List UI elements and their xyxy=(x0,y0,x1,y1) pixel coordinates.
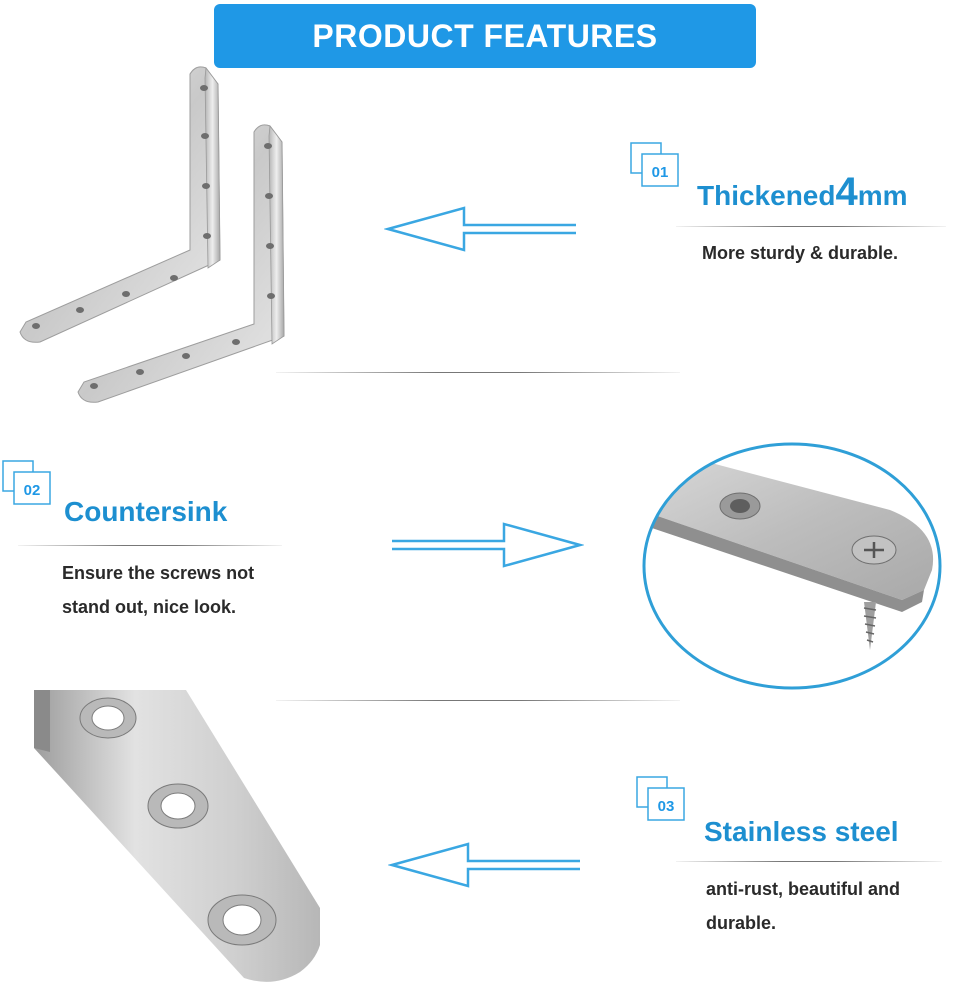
feature-03-number: 03 xyxy=(657,798,675,815)
feature-02-number: 02 xyxy=(23,482,41,499)
feature-03-desc-line1: anti-rust, beautiful and xyxy=(706,879,901,899)
feature-03-divider xyxy=(676,861,942,862)
section-divider-1 xyxy=(276,372,680,373)
countersink-closeup-illustration xyxy=(640,440,946,692)
arrow-right-icon xyxy=(388,520,584,570)
feature-02-title: Countersink xyxy=(64,496,228,527)
number-badge-icon xyxy=(0,458,56,508)
feature-01-divider xyxy=(676,226,946,227)
feature-01-title xyxy=(697,170,908,215)
feature-03-title: Stainless steel xyxy=(704,816,899,847)
feature-02-desc-line1: Ensure the screws not xyxy=(62,563,255,583)
feature-03-description xyxy=(706,872,900,940)
number-badge-icon xyxy=(634,774,690,824)
feature-01-title-big: 4 xyxy=(835,170,858,214)
arrow-left-icon xyxy=(388,840,584,890)
feature-02-divider xyxy=(18,545,282,546)
arrow-left-icon xyxy=(384,204,580,254)
feature-01-title-suffix: mm xyxy=(857,180,908,211)
feature-02-desc-line2: stand out, nice look. xyxy=(62,597,237,617)
feature-01-number: 01 xyxy=(651,164,669,181)
feature-01-description xyxy=(702,236,898,270)
feature-01-title-prefix: Thickened xyxy=(697,180,836,211)
section-divider-2 xyxy=(276,700,680,701)
feature-03-desc-line2: durable. xyxy=(706,913,777,933)
flat-plate-closeup-illustration xyxy=(30,688,320,988)
product-features-banner xyxy=(214,4,756,68)
number-badge-icon xyxy=(628,140,684,190)
banner-title: PRODUCT FEATURES xyxy=(312,17,658,54)
angle-bracket-illustration xyxy=(10,60,300,420)
feature-02-description xyxy=(62,556,254,624)
feature-01-desc-line1: More sturdy & durable. xyxy=(702,243,899,263)
